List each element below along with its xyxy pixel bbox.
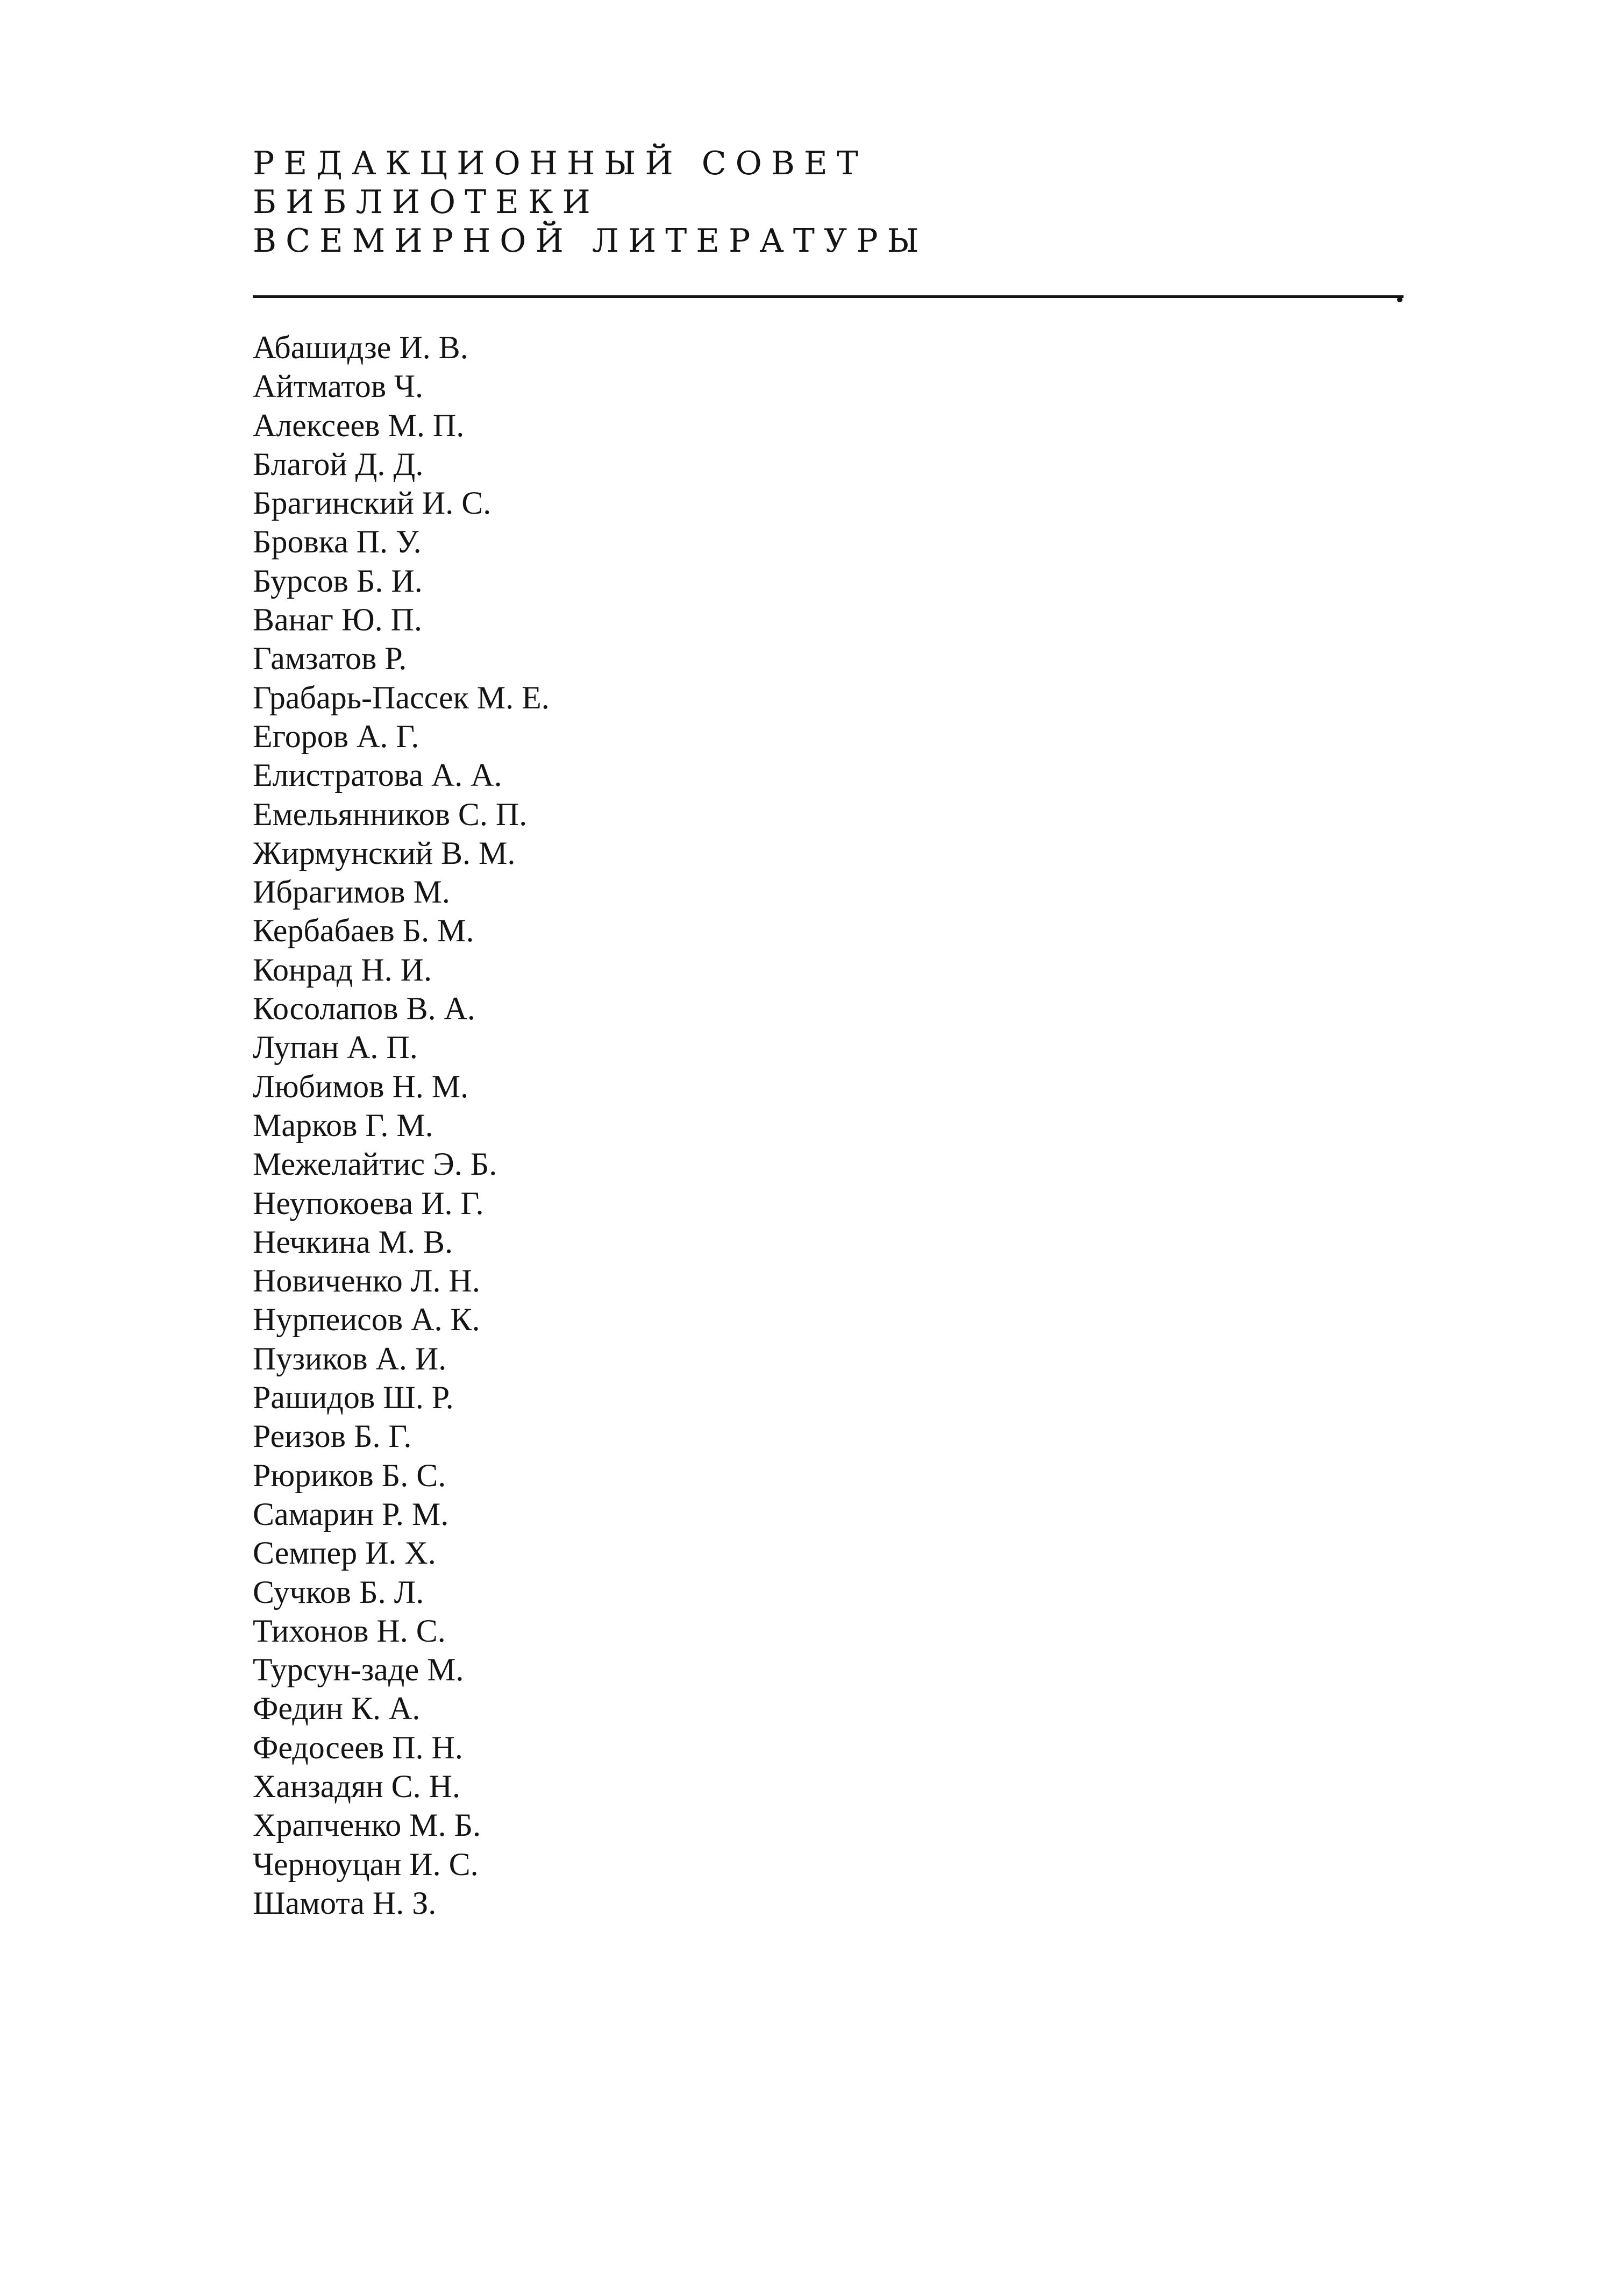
member-name: Ханзадян С. Н. [253, 1768, 460, 1804]
member-name: Храпченко М. Б. [253, 1807, 481, 1843]
member-name: Черноуцан И. С. [253, 1846, 479, 1882]
heading-line: ВСЕМИРНОЙ ЛИТЕРАТУРЫ [253, 222, 928, 260]
member-name: Бровка П. У. [253, 524, 422, 560]
editorial-board-list [253, 328, 550, 1922]
member-name: Семпер И. Х. [253, 1535, 436, 1571]
member-name: Ванаг Ю. П. [253, 602, 422, 638]
member-name: Турсун-заде М. [253, 1652, 464, 1688]
heading-line: БИБЛИОТЕКИ [253, 183, 600, 221]
member-name: Косолапов В. А. [253, 991, 475, 1027]
horizontal-rule [253, 295, 1404, 298]
member-name: Грабарь-Пассек М. Е. [253, 679, 550, 715]
rule-end-mark [1397, 297, 1402, 302]
page-heading [253, 144, 928, 260]
member-name: Федин К. А. [253, 1691, 421, 1727]
member-name: Ибрагимов М. [253, 874, 450, 910]
member-name: Бурсов Б. И. [253, 563, 423, 599]
member-name: Благой Д. Д. [253, 446, 424, 482]
member-name: Егоров А. Г. [253, 718, 419, 754]
member-name: Пузиков А. И. [253, 1340, 447, 1376]
heading-line: РЕДАКЦИОННЫЙ СОВЕТ [253, 145, 867, 182]
member-name: Межелайтис Э. Б. [253, 1146, 497, 1182]
member-name: Жирмунский В. М. [253, 835, 516, 871]
member-name: Новиченко Л. Н. [253, 1263, 480, 1299]
member-name: Тихонов Н. С. [253, 1613, 446, 1649]
member-name: Алексеев М. П. [253, 407, 465, 443]
member-name: Гамзатов Р. [253, 641, 407, 677]
member-name: Конрад Н. И. [253, 952, 432, 988]
member-name: Марков Г. М. [253, 1107, 433, 1143]
member-name: Рюриков Б. С. [253, 1457, 446, 1493]
member-name: Неупокоева И. Г. [253, 1185, 484, 1221]
member-name: Айтматов Ч. [253, 368, 424, 404]
member-name: Сучков Б. Л. [253, 1574, 424, 1610]
member-name: Лупан А. П. [253, 1030, 418, 1066]
member-name: Елистратова А. А. [253, 757, 502, 793]
member-name: Брагинский И. С. [253, 485, 492, 521]
member-name: Рашидов Ш. Р. [253, 1380, 454, 1416]
member-name: Абашидзе И. В. [253, 330, 468, 365]
member-name: Нечкина М. В. [253, 1224, 453, 1260]
member-name: Емельянников С. П. [253, 796, 528, 832]
member-name: Реизов Б. Г. [253, 1418, 412, 1454]
member-name: Любимов Н. М. [253, 1068, 469, 1104]
member-name: Шамота Н. З. [253, 1885, 437, 1921]
member-name: Федосеев П. Н. [253, 1729, 463, 1765]
member-name: Кербабаев Б. М. [253, 913, 474, 949]
member-name: Нурпеисов А. К. [253, 1302, 480, 1338]
member-name: Самарин Р. М. [253, 1496, 449, 1532]
